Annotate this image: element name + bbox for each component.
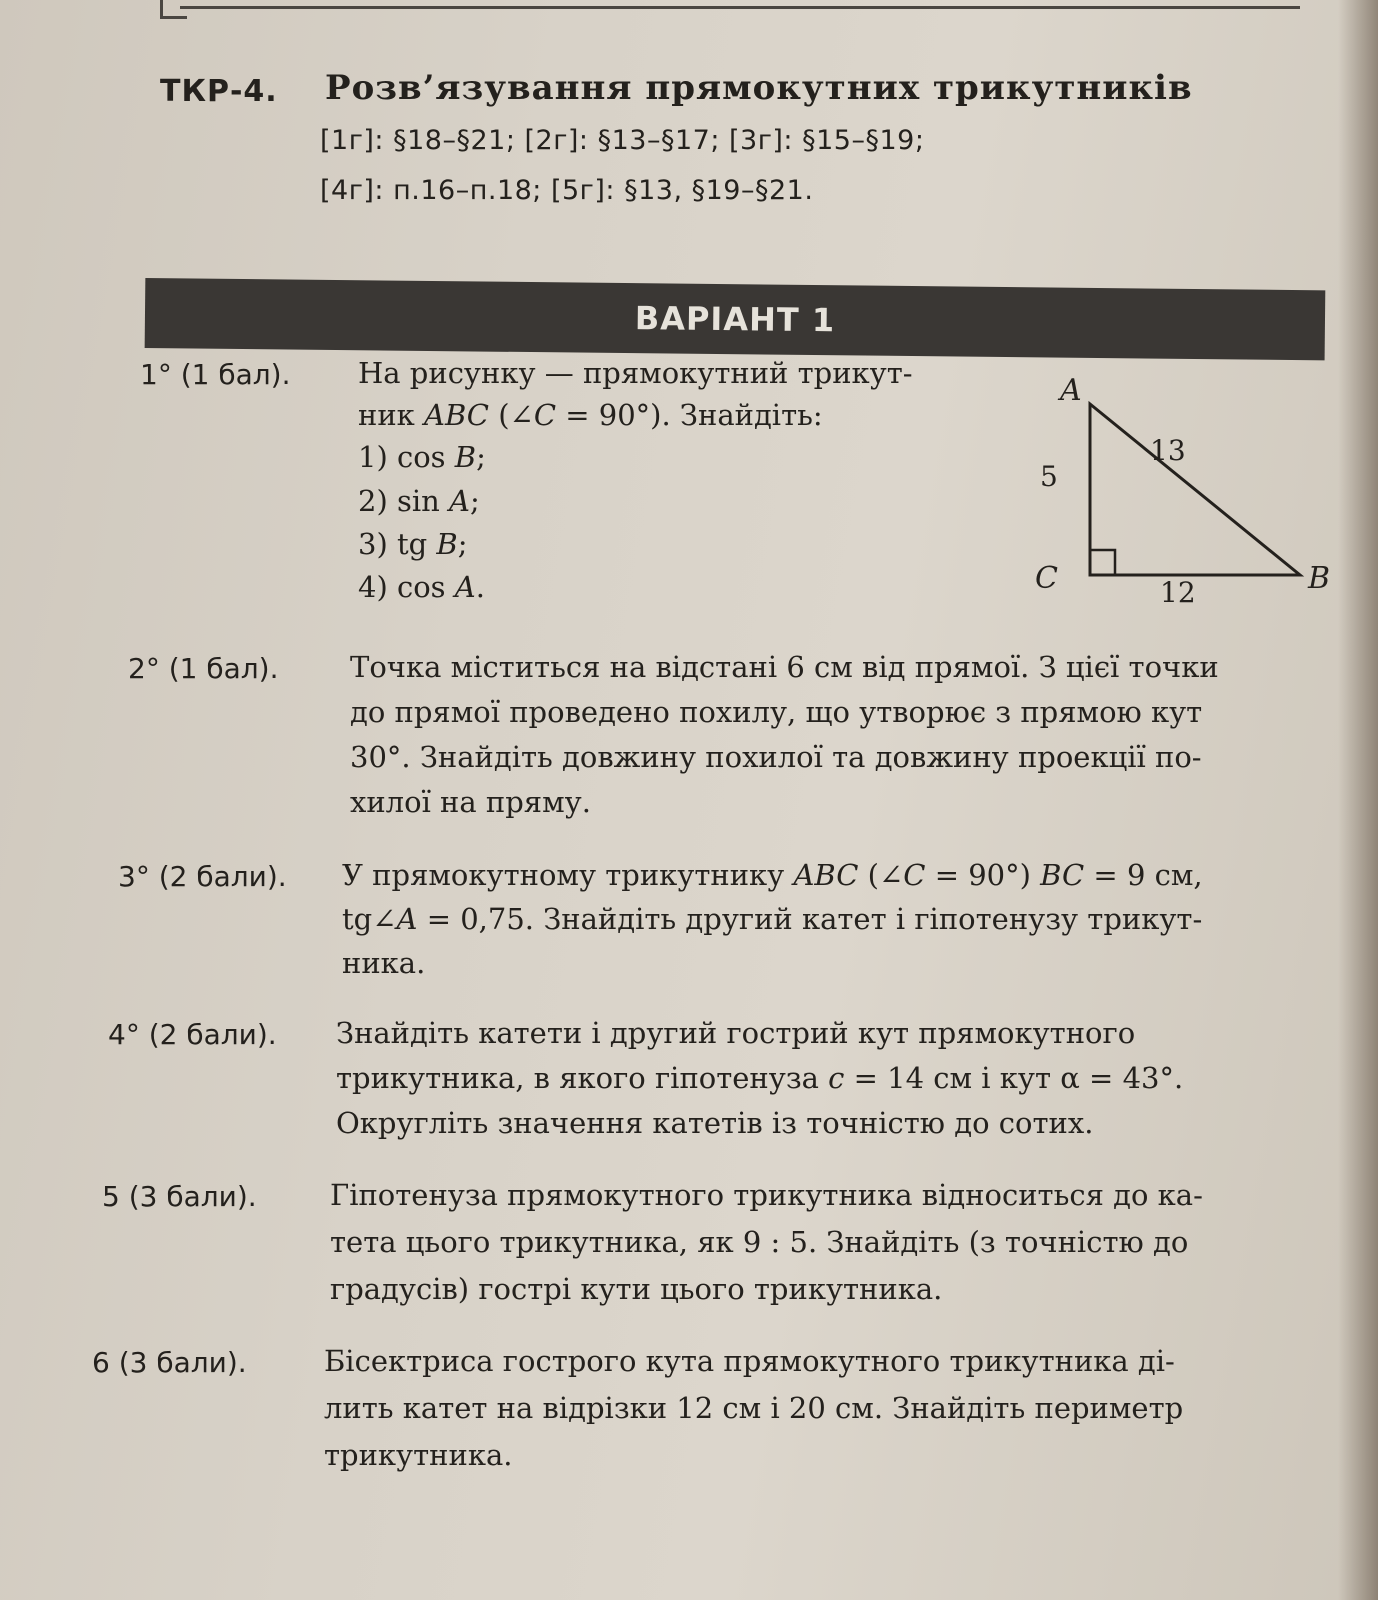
side-ac-label: 5 <box>1040 460 1058 493</box>
task-4-line-1: Знайдіть катети і другий гострий кут прямокутного <box>336 1016 1136 1050</box>
top-rule <box>180 6 1300 9</box>
test-code: ТКР-4. <box>160 74 278 109</box>
task-2-line-1: Точка міститься на відстані 6 см від прямої. З цієї точки <box>350 650 1219 684</box>
task-2-label: 2° (1 бал). <box>128 652 279 685</box>
task-1-line-1: На рисунку — прямокутний трикут- <box>358 356 913 390</box>
task-1-item-4: 4) cos A. <box>358 570 485 604</box>
side-ab-label: 13 <box>1150 434 1186 467</box>
textbook-references-line-2: [4г]: п.16–п.18; [5г]: §13, §19–§21. <box>320 175 814 206</box>
task-1-label: 1° (1 бал). <box>140 358 291 391</box>
task-1-item-1: 1) cos B; <box>358 440 486 474</box>
task-4-line-3: Округліть значення катетів із точністю до сотих. <box>336 1106 1094 1140</box>
textbook-references-line-1: [1г]: §18–§21; [2г]: §13–§17; [3г]: §15–§19; <box>320 125 925 156</box>
task-1-item-3: 3) tg B; <box>358 527 468 561</box>
right-angle-mark <box>1090 550 1115 575</box>
task-6-line-1: Бісектриса гострого кута прямокутного трикутника ді- <box>324 1344 1175 1378</box>
task-6-line-3: трикутника. <box>324 1438 513 1472</box>
page-corner-mark <box>160 0 187 19</box>
task-6-label: 6 (3 бали). <box>92 1346 247 1379</box>
task-3-label: 3° (2 бали). <box>118 860 287 893</box>
task-1-item-2: 2) sin A; <box>358 484 480 518</box>
task-4-line-2: трикутника, в якого гіпотенуза c = 14 см і кут α = 43°. <box>336 1061 1184 1095</box>
task-3-line-3: ника. <box>342 946 426 980</box>
task-5-line-2: тета цього трикутника, як 9 : 5. Знайдіть (з точністю до <box>330 1225 1189 1259</box>
task-2-line-4: хилої на пряму. <box>350 785 591 819</box>
triangle-outline <box>1090 404 1300 575</box>
page-edge-shadow <box>1338 0 1378 1600</box>
task-5-line-3: градусів) гострі кути цього трикутника. <box>330 1272 943 1306</box>
task-2-line-2: до прямої проведено похилу, що утворює з прямою кут <box>350 695 1203 729</box>
task-4-label: 4° (2 бали). <box>108 1018 277 1051</box>
vertex-c-label: C <box>1035 561 1058 596</box>
task-3-line-2: tg∠A = 0,75. Знайдіть другий катет і гіпотенузу трикут- <box>342 902 1203 936</box>
task-2-line-3: 30°. Знайдіть довжину похилої та довжину проекції по- <box>350 740 1202 774</box>
vertex-b-label: B <box>1308 561 1330 596</box>
task-1-line-2: ник ABC (∠C = 90°). Знайдіть: <box>358 398 823 432</box>
side-cb-label: 12 <box>1160 576 1196 609</box>
variant-banner <box>145 278 1326 360</box>
test-title: Розв’язування прямокутних трикутників <box>325 68 1193 108</box>
right-triangle-figure <box>1030 370 1330 630</box>
task-3-line-1: У прямокутному трикутнику ABC (∠C = 90°) BC = 9 см, <box>342 858 1203 892</box>
task-6-line-2: лить катет на відрізки 12 см і 20 см. Знайдіть периметр <box>324 1391 1184 1425</box>
vertex-a-label: A <box>1060 373 1082 408</box>
task-5-label: 5 (3 бали). <box>102 1180 257 1213</box>
task-5-line-1: Гіпотенуза прямокутного трикутника відноситься до ка- <box>330 1178 1203 1212</box>
variant-title: ВАРІАНТ 1 <box>634 299 836 340</box>
